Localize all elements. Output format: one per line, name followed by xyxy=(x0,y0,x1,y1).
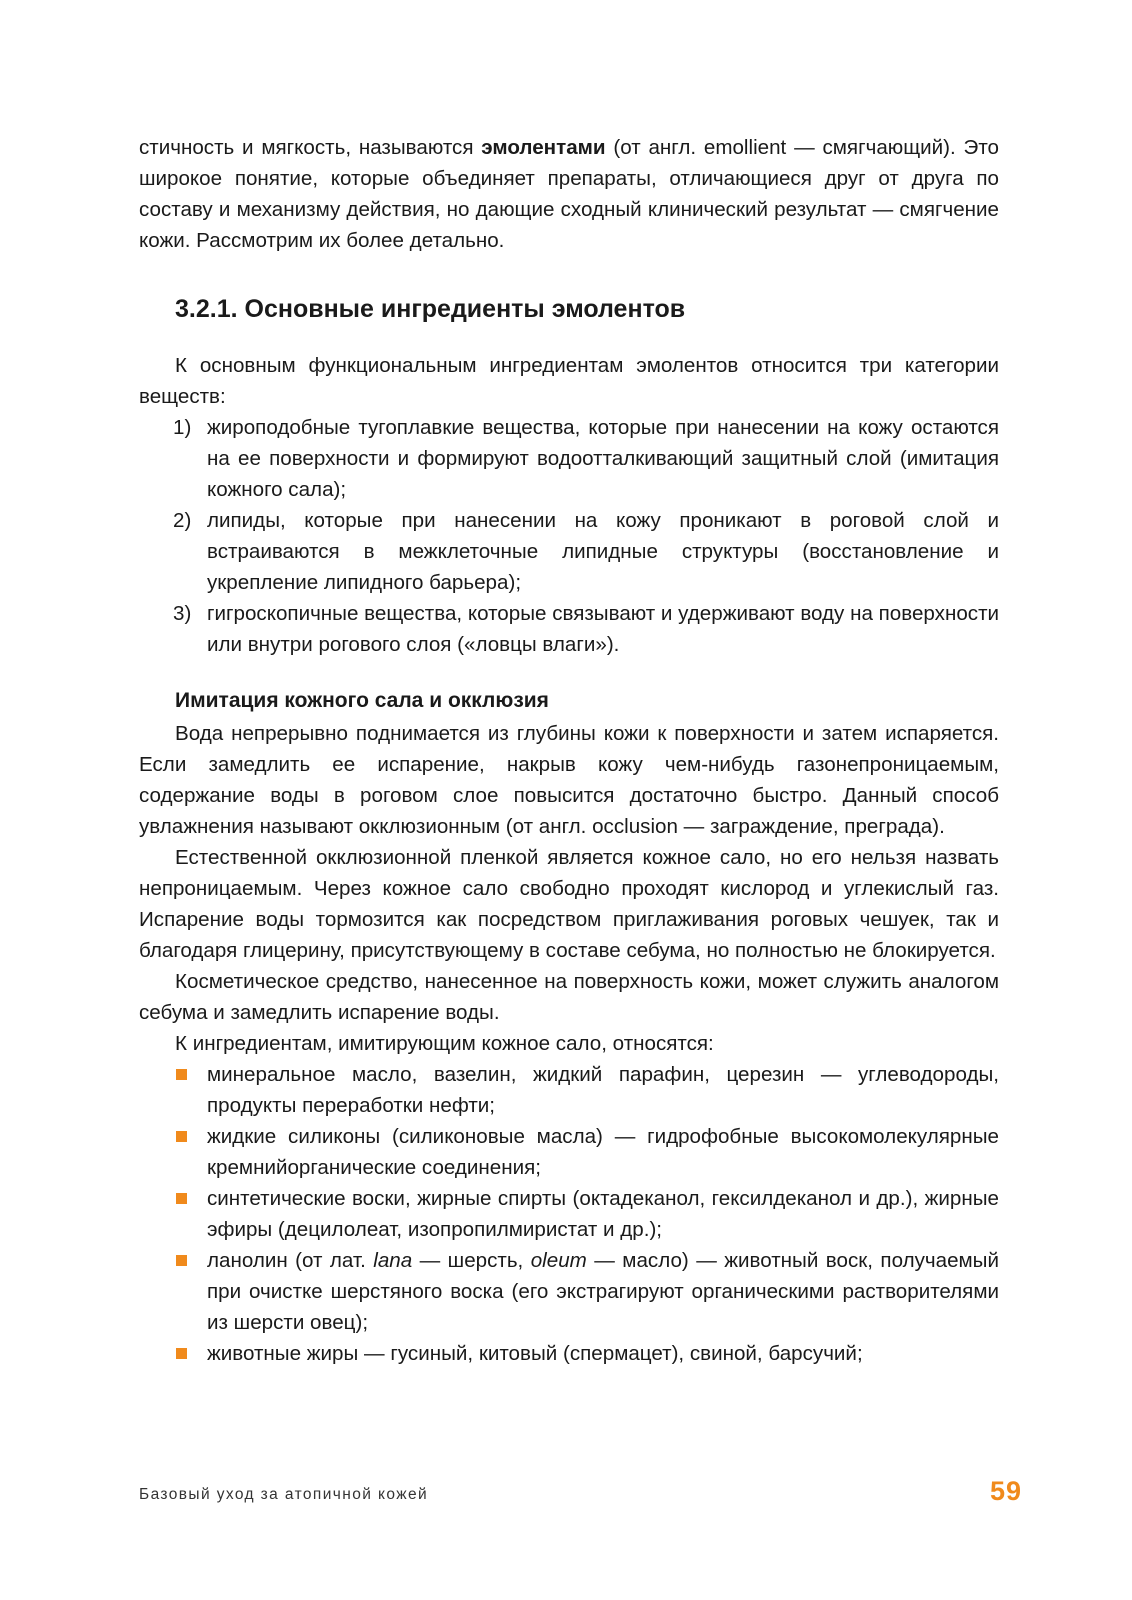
sebum-ingredients-list xyxy=(139,1059,999,1369)
lanolin-text-2: — шерсть, xyxy=(412,1249,531,1272)
list-item-text: синтетические воски, жирные спирты (октадеканол, гексилдеканол и др.), жирные эфиры (децилолеат, изопропилмиристат и др.); xyxy=(207,1187,999,1241)
lanolin-text-3: — масло) — животный воск, получаемый при очистке шерстяного воска (его экстрагируют органическими растворителями из шерсти овец); xyxy=(207,1249,999,1334)
list-item xyxy=(139,1245,999,1338)
list-item-text: жидкие силиконы (силиконовые масла) — гидрофобные высокомолекулярные кремнийорганические соединения; xyxy=(207,1125,999,1179)
list-item-number: 1) xyxy=(173,416,192,439)
list-item xyxy=(139,412,999,505)
body-paragraph: Вода непрерывно поднимается из глубины кожи к поверхности и затем испаряется. Если замедлить ее испарение, накрыв кожу чем-нибудь газонепроницаемым, содержание воды в роговом слое повысится достаточно быстро. Данный способ увлажнения называют окклюзионным (от англ. occlusion — заграждение, преграда). xyxy=(139,722,999,838)
body-paragraph: Естественной окклюзионной пленкой является кожное сало, но его нельзя назвать непроницаемым. Через кожное сало свободно проходят кислород и углекислый газ. Испарение воды тормозится как посредством приглаживания роговых чешуек, так и благодаря глицерину, присутствующему в составе себума, но полностью не блокируется. xyxy=(139,846,999,962)
intro-term: эмолентами xyxy=(481,136,606,159)
body-paragraph: Косметическое средство, нанесенное на поверхность кожи, может служить аналогом себума и замедлить испарение воды. xyxy=(139,970,999,1024)
section-lead: К основным функциональным ингредиентам эмолентов относится три категории веществ: xyxy=(139,354,999,408)
square-bullet-icon xyxy=(176,1348,187,1359)
subsection-heading: Имитация кожного сала и окклюзия xyxy=(175,689,549,712)
list-item xyxy=(139,1059,999,1121)
square-bullet-icon xyxy=(176,1193,187,1204)
list-item xyxy=(139,1338,999,1369)
list-item xyxy=(139,1183,999,1245)
square-bullet-icon xyxy=(176,1069,187,1080)
latin-word-oleum: oleum xyxy=(530,1249,587,1272)
section-heading: 3.2.1. Основные ингредиенты эмолентов xyxy=(175,295,686,323)
list-item-number: 2) xyxy=(173,509,192,532)
list-item-text: жироподобные тугоплавкие вещества, которые при нанесении на кожу остаются на ее поверхности и формируют водоотталкивающий защитный слой (имитация кожного сала); xyxy=(207,416,999,501)
page-body xyxy=(139,132,999,1369)
list-item-number: 3) xyxy=(173,602,192,625)
square-bullet-icon xyxy=(176,1255,187,1266)
running-footer-title: Базовый уход за атопичной кожей xyxy=(139,1486,429,1503)
list-item-text: гигроскопичные вещества, которые связывают и удерживают воду на поверхности или внутри рогового слоя («ловцы влаги»). xyxy=(207,602,999,656)
page-number: 59 xyxy=(990,1476,1023,1506)
list-lead: К ингредиентам, имитирующим кожное сало, относятся: xyxy=(175,1032,714,1055)
list-item xyxy=(139,505,999,598)
list-item-text: липиды, которые при нанесении на кожу проникают в роговой слой и встраиваются в межклеточные липидные структуры (восстановление и укрепление липидного барьера); xyxy=(207,509,999,594)
lanolin-text-1: ланолин (от лат. xyxy=(207,1249,374,1272)
square-bullet-icon xyxy=(176,1131,187,1142)
list-item xyxy=(139,598,999,660)
intro-paragraph xyxy=(139,132,999,256)
intro-text-before: стичность и мягкость, называются xyxy=(139,136,482,159)
list-item xyxy=(139,1121,999,1183)
latin-word-lana: lana xyxy=(373,1249,413,1272)
list-item-text: животные жиры — гусиный, китовый (спермацет), свиной, барсучий; xyxy=(207,1342,863,1365)
ingredient-categories-list xyxy=(139,412,999,660)
intro-text-after: (от англ. emollient — смягчающий). Это широкое понятие, которые объединяет препараты, отличающиеся друг от друга по составу и механизму действия, но дающие сходный клинический результат — смягчение кожи. Рассмотрим их более детально. xyxy=(139,136,999,252)
list-item-text: минеральное масло, вазелин, жидкий парафин, церезин — углеводороды, продукты переработки нефти; xyxy=(207,1063,999,1117)
